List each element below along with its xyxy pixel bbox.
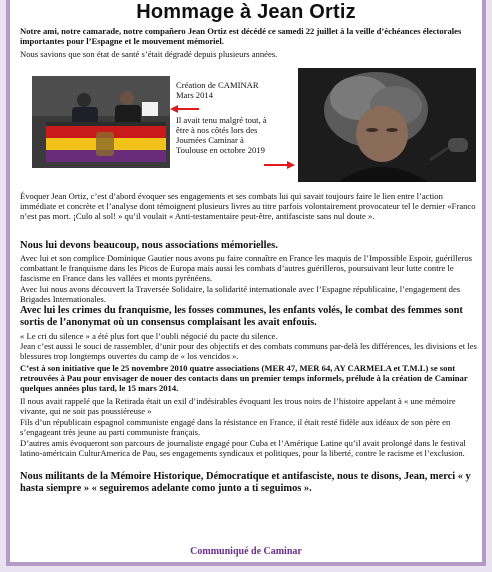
caption2-line1: Il avait tenu malgré tout, à bbox=[176, 115, 267, 125]
signature: Communiqué de Caminar bbox=[190, 546, 302, 557]
caption2-line2: être à nos côtés lors des bbox=[176, 125, 258, 135]
caption-caminar-creation bbox=[176, 80, 259, 100]
caption2-line3: Journées Caminar à bbox=[176, 135, 244, 145]
paragraph-rassembler: Jean c’est aussi le souci de rassembler, d’unir pour des objectifs et des combats communs par-delà les différences, les divisions et les blessures trop longtemps ouvertes du camp de « los vencidos ». bbox=[20, 341, 477, 361]
closing-paragraph: Nous militants de la Mémoire Historique, Démocratique et antifasciste, nous te disons, Jean, merci « y hasta siempre » « seguiremos adelante como junto a ti seguimos ». bbox=[20, 471, 471, 494]
paragraph-evoquer: Évoquer Jean Ortiz, c’est d’abord évoquer ses engagements et ses combats lui qui savait toujours faire le lien entre l’action immédiate et concrète et l’analyse dont témoignent plusieurs livres au titre parfois volontairement provocateur tel le dernier «Franco n’est pas mort. ¡Culo al sol! » qu’il voulait « Anti-testamentaire peut-être, antifasciste sans nul doute ». bbox=[20, 191, 476, 221]
paragraph-cri-silence: « Le cri du silence » a été plus fort que l’oubli négocié du pacte du silence. bbox=[20, 331, 278, 341]
caption1-line2: Mars 2014 bbox=[176, 90, 213, 100]
right-arrow-icon bbox=[264, 160, 296, 170]
heading-nous-lui-devons: Nous lui devons beaucoup, nous associations mémorielles. bbox=[20, 240, 278, 251]
intro-paragraph: Notre ami, notre camarade, notre compañero Jean Ortiz est décédé ce samedi 22 juillet à la veille d’échéances électorales importantes pour l’Espagne et le mouvement mémoriel. bbox=[20, 26, 462, 46]
left-arrow-icon bbox=[170, 104, 200, 114]
caminar-creation-photo bbox=[32, 76, 170, 168]
article-page bbox=[6, 0, 486, 566]
caption-toulouse bbox=[176, 115, 267, 155]
paragraph-fils-republicain: Fils d’un républicain espagnol communiste engagé dans la résistance en France, il était resté fidèle aux idéaux de son père en s’engageant très jeune au parti communiste français. bbox=[20, 417, 451, 437]
caption2-line4: Toulouse en octobre 2019 bbox=[176, 145, 265, 155]
paragraph-traversee: Avec lui nous avons découvert la Traversée Solidaire, la solidarité internationale avec l’Espagne républicaine, l’engagement des Brigades Internationales. bbox=[20, 284, 461, 304]
paragraph-retirada: Il nous avait rappelé que la Retirada était un exil d’indésirables évoquant les trous noirs de l’histoire appelant à « une mémoire vivante, qui ne soit pas poussiéreuse » bbox=[20, 396, 456, 416]
paragraph-journaliste: D’autres amis évoqueront son parcours de journaliste engagé pour Cuba et l’Amérique Latine qu’il avait prolongé dans le festival latino-américain CulturAmerica de Pau, ses engagements syndicaux et politiques, pour la liberté, contre le racisme et l’exclusion. bbox=[20, 438, 466, 458]
paragraph-initiative: C’est à son initiative que le 25 novembre 2010 quatre associations (MER 47, MER 64, AY CARMELA et T.M.L) se sont retrouvées à Pau pour envisager de nouer des contacts dans un premier temps informels, prélude à la création de Caminar quelques années plus tard, le 15 mars 2014. bbox=[20, 363, 468, 393]
page-title: Hommage à Jean Ortiz bbox=[136, 1, 356, 23]
jean-ortiz-portrait-photo bbox=[298, 68, 476, 182]
paragraph-crimes-franquisme: Avec lui les crimes du franquisme, les fosses communes, les enfants volés, le combat des femmes sont sortis de l’anonymat où un consensus complaisant les avait enfouis. bbox=[20, 305, 463, 329]
caption1-line1: Création de CAMINAR bbox=[176, 80, 259, 90]
paragraph-maquis: Avec lui et son complice Dominique Gautier nous avons pu faire connaître en France les maquis de l’Impossible Espoir, guérilleros combattant le franquisme dans les Picos de Europa mais aussi les combats d’autres guérilleros, poursuivant leur lutte contre le fascisme en France dans les vallées et monts pyrénéens. bbox=[20, 253, 472, 283]
health-paragraph: Nous savions que son état de santé s’était dégradé depuis plusieurs années. bbox=[20, 49, 278, 59]
